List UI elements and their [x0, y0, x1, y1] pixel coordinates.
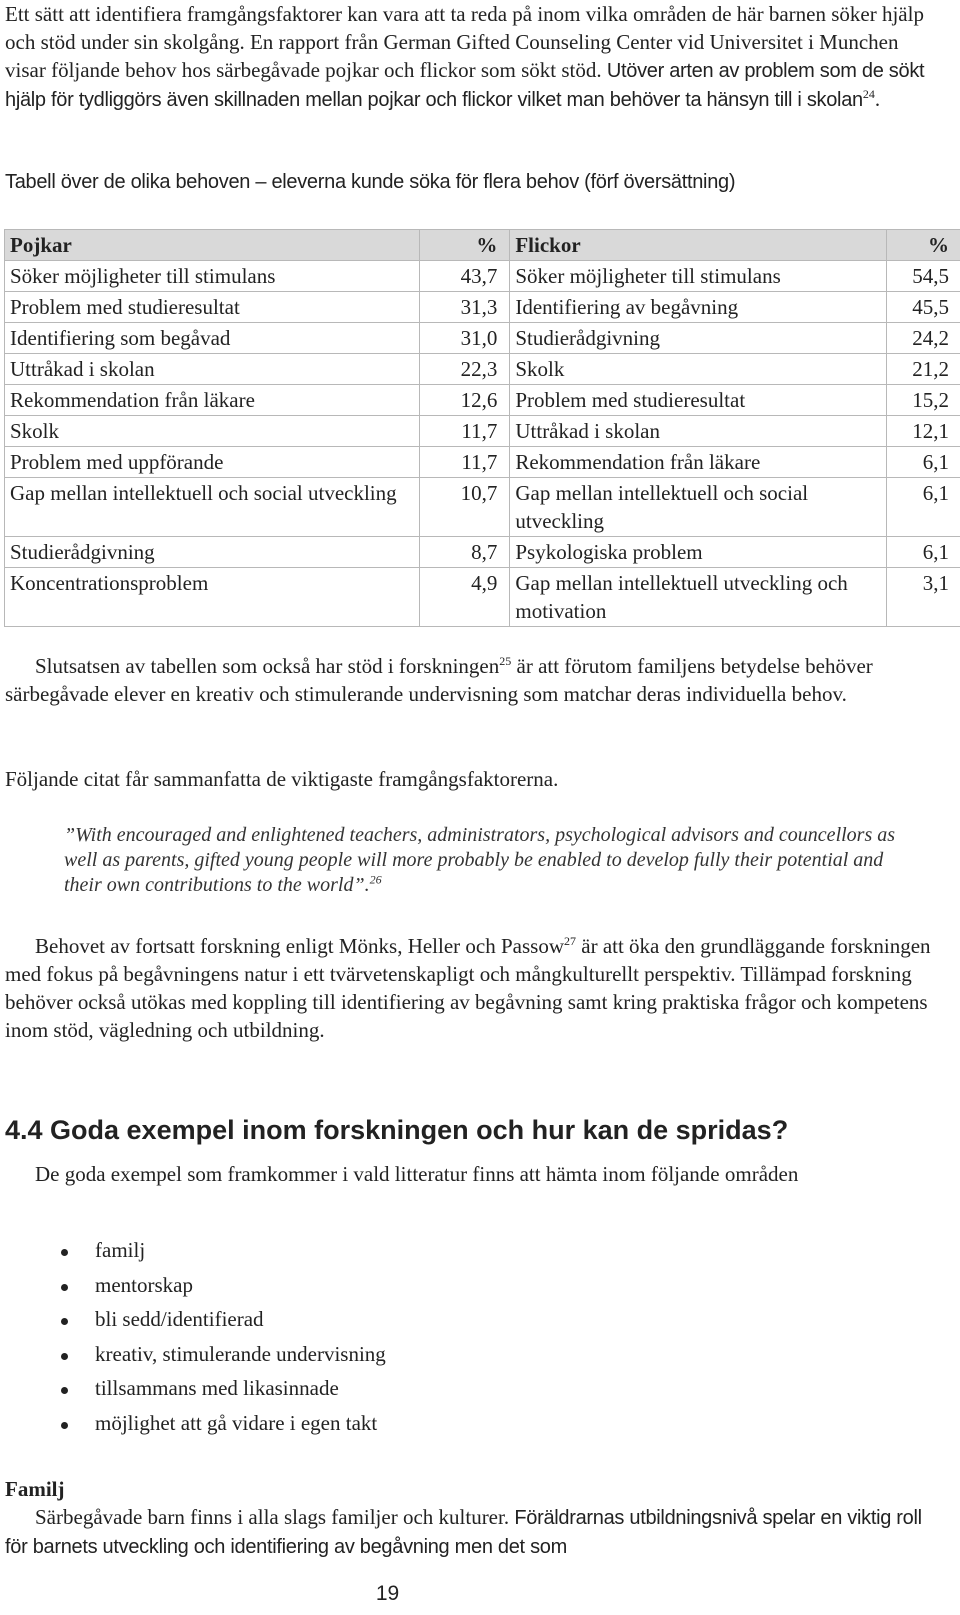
list-item-text: kreativ, stimulerande undervisning — [95, 1341, 386, 1366]
girls-percent: 45,5 — [886, 292, 960, 323]
footnote-ref-27: 27 — [564, 934, 576, 948]
girls-need: Uttråkad i skolan — [510, 416, 886, 447]
boys-need: Uttråkad i skolan — [5, 354, 420, 385]
footnote-ref-26: 26 — [369, 872, 382, 887]
intro-text: Ett sätt att identifiera framgångsfaktorer kan vara att ta reda på inom vilka områden de här barnen söker hjälp och stöd under sin skolgång. En rapport från German Gifted Counseling Center vid Universitet i Munchen visar följande behov hos särbegåvade pojkar och flickor som sökt stöd. — [5, 2, 924, 82]
boys-percent: 31,0 — [420, 323, 510, 354]
bullet-icon — [61, 1387, 68, 1394]
table-row — [5, 478, 960, 537]
bullet-icon — [61, 1353, 68, 1360]
table-row — [5, 568, 960, 627]
table-row — [5, 323, 960, 354]
girls-percent: 15,2 — [886, 385, 960, 416]
boys-need: Problem med studieresultat — [5, 292, 420, 323]
girls-need: Gap mellan intellektuell och social utveckling — [510, 478, 886, 537]
family-text-continued: Föräldrarnas utbildningsnivå spelar en viktig roll för barnets utveckling och identifiering av begåvning men det som — [5, 1507, 922, 1558]
girls-percent: 54,5 — [886, 261, 960, 292]
list-item-text: bli sedd/identifierad — [95, 1307, 264, 1331]
examples-intro-text: De goda exempel som framkommer i vald litteratur finns att hämta inom följande områden — [35, 1162, 799, 1186]
page-number: 19 — [375, 1582, 400, 1605]
conclusion-text-continued: är att förutom familjens betydelse behöver särbegåvade elever en kreativ och stimulerande undervisning som matchar deras individuella behov. — [5, 654, 873, 706]
conclusion-paragraph — [5, 652, 940, 708]
boys-need: Koncentrationsproblem — [5, 568, 420, 627]
list-item — [55, 1340, 386, 1375]
footnote-ref-25: 25 — [499, 654, 512, 668]
needs-table — [4, 229, 960, 627]
girls-percent: 12,1 — [886, 416, 960, 447]
table-row — [5, 385, 960, 416]
header-girls-percent: % — [886, 230, 960, 261]
list-item — [55, 1271, 386, 1306]
table-row — [5, 292, 960, 323]
list-item — [55, 1305, 386, 1340]
list-item — [55, 1374, 386, 1409]
header-boys-percent: % — [420, 230, 510, 261]
quote-text: ”With encouraged and enlightened teachers, administrators, psychological advisors and councellors as well as parents, gifted young people will more probably be enabled to develop fully their potential and their own contributions to the world”. — [64, 824, 896, 896]
girls-need: Skolk — [510, 354, 886, 385]
research-text-continued: är att öka den grundläggande forskningen med fokus på begåvningens natur i ett tvärvetenskapligt och mångkulturellt perspektiv. Tillämpad forskning behöver också utökas med koppling till identifiering av begåvning samt kring praktiska frågor och kompetens inom stöd, vägledning och utbildning. — [5, 934, 931, 1042]
table-row — [5, 354, 960, 385]
boys-percent: 12,6 — [420, 385, 510, 416]
girls-need: Psykologiska problem — [510, 537, 886, 568]
boys-need: Rekommendation från läkare — [5, 385, 420, 416]
examples-list — [55, 1236, 386, 1443]
list-item-text: möjlighet att gå vidare i egen takt — [95, 1410, 378, 1435]
list-item-text: mentorskap — [95, 1272, 193, 1297]
boys-percent: 11,7 — [420, 416, 510, 447]
girls-percent: 3,1 — [886, 568, 960, 627]
girls-need: Problem med studieresultat — [510, 385, 886, 416]
table-header-row — [5, 230, 960, 261]
boys-percent: 31,3 — [420, 292, 510, 323]
intro-paragraph: Ett sätt att identifiera framgångsfaktorer kan vara att ta reda på inom vilka områden de här barnen söker hjälp och stöd under sin skolgång. En rapport från German Gifted Counseling Center vid Universitet i Munchen visar följande behov hos särbegåvade pojkar och flickor som sökt stöd. Utöver arten av problem som de sökt hjälp för tydliggörs även skillnaden mellan pojkar och flickor vilket man behöver ta hänsyn till i skolan$^{24}$. — [5, 2, 925, 111]
footnote-ref-24: 24 — [862, 87, 875, 101]
bullet-icon — [61, 1249, 68, 1256]
family-text: Särbegåvade barn finns i alla slags familjer och kulturer. — [35, 1505, 510, 1529]
boys-need: Studierådgivning — [5, 537, 420, 568]
table-caption: Tabell över de olika behoven – eleverna kunde söka för flera behov (förf översättning) — [5, 171, 736, 193]
bullet-icon — [61, 1422, 68, 1429]
blockquote — [64, 823, 924, 898]
list-item — [55, 1409, 386, 1444]
boys-percent: 11,7 — [420, 447, 510, 478]
boys-need: Söker möjligheter till stimulans — [5, 261, 420, 292]
boys-percent: 22,3 — [420, 354, 510, 385]
boys-percent: 43,7 — [420, 261, 510, 292]
table-row — [5, 416, 960, 447]
header-girls: Flickor — [510, 230, 886, 261]
table-row — [5, 447, 960, 478]
examples-intro-paragraph — [5, 1160, 940, 1188]
boys-percent: 8,7 — [420, 537, 510, 568]
boys-percent: 4,9 — [420, 568, 510, 627]
girls-percent: 6,1 — [886, 478, 960, 537]
research-text: Behovet av fortsatt forskning enligt Mönks, Heller och Passow — [35, 934, 564, 958]
family-paragraph — [5, 1503, 940, 1561]
section-heading: 4.4 Goda exempel inom forskningen och hur kan de spridas? — [5, 1115, 789, 1145]
boys-percent: 10,7 — [420, 478, 510, 537]
list-item — [55, 1236, 386, 1271]
intro-text-continued: Utöver arten av problem som de sökt hjälp för tydliggörs även skillnaden mellan pojkar och flickor vilket man behöver ta hänsyn till i skolan — [5, 60, 925, 111]
girls-need: Söker möjligheter till stimulans — [510, 261, 886, 292]
girls-percent: 24,2 — [886, 323, 960, 354]
girls-need: Rekommendation från läkare — [510, 447, 886, 478]
boys-need: Gap mellan intellektuell och social utveckling — [5, 478, 420, 537]
subheading-family: Familj — [5, 1477, 65, 1501]
boys-need: Problem med uppförande — [5, 447, 420, 478]
girls-percent: 21,2 — [886, 354, 960, 385]
list-item-text: tillsammans med likasinnade — [95, 1376, 339, 1400]
research-paragraph — [5, 932, 940, 1044]
table-row — [5, 537, 960, 568]
table-row — [5, 261, 960, 292]
boys-need: Skolk — [5, 416, 420, 447]
girls-percent: 6,1 — [886, 537, 960, 568]
girls-need: Identifiering av begåvning — [510, 292, 886, 323]
bullet-icon — [61, 1284, 68, 1291]
girls-need: Studierådgivning — [510, 323, 886, 354]
conclusion-text: Slutsatsen av tabellen som också har stöd i forskningen — [35, 654, 500, 678]
header-boys: Pojkar — [5, 230, 420, 261]
bullet-icon — [61, 1318, 68, 1325]
boys-need: Identifiering som begåvad — [5, 323, 420, 354]
girls-need: Gap mellan intellektuell utveckling och motivation — [510, 568, 886, 627]
quote-intro-paragraph: Följande citat får sammanfatta de viktigaste framgångsfaktorerna. — [5, 767, 559, 791]
girls-percent: 6,1 — [886, 447, 960, 478]
list-item-text: familj — [95, 1238, 146, 1262]
